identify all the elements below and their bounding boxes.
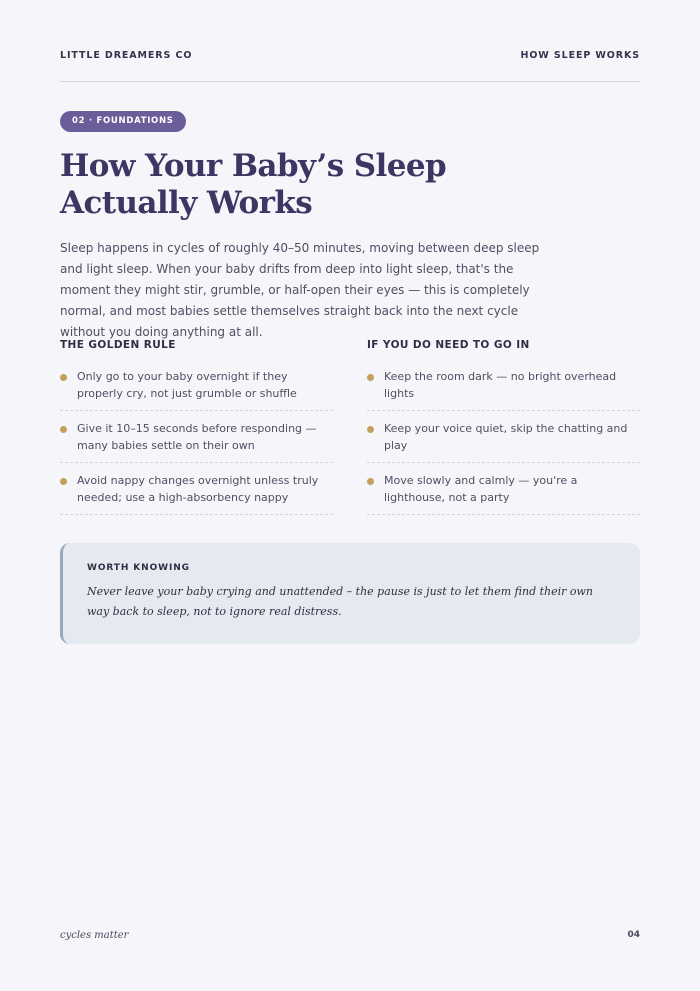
list-item-text: Move slowly and calmly — you're a lighthouse, not a party <box>384 474 578 504</box>
bullet-dot-icon <box>367 478 374 485</box>
list-item <box>367 366 640 411</box>
bullet-dot-icon <box>367 426 374 433</box>
page-number: 04 <box>627 930 640 940</box>
bullet-dot-icon <box>60 374 67 381</box>
list-item-text: Keep your voice quiet, skip the chatting and play <box>384 422 628 452</box>
golden-rule-column <box>60 339 333 522</box>
section-name: HOW SLEEP WORKS <box>520 50 640 61</box>
list-item <box>60 366 333 411</box>
bullet-dot-icon <box>367 374 374 381</box>
page-title: How Your Baby’s Sleep Actually Works <box>60 148 447 221</box>
golden-rule-heading: THE GOLDEN RULE <box>60 339 176 351</box>
page <box>60 0 640 991</box>
header-divider <box>60 81 640 82</box>
list-item <box>60 418 333 463</box>
footer-tagline: cycles matter <box>60 930 129 941</box>
callout-text: Never leave your baby crying and unattended – the pause is just to let them find their own way back to sleep, not to ignore real distress. <box>87 585 594 618</box>
worth-knowing-callout <box>60 543 640 644</box>
callout-heading: WORTH KNOWING <box>87 563 190 573</box>
section-badge: 02 · FOUNDATIONS <box>60 111 186 132</box>
list-item-text: Only go to your baby overnight if they properly cry, not just grumble or shuffle <box>77 370 297 400</box>
list-item <box>60 470 333 515</box>
list-item <box>367 418 640 463</box>
page-header <box>60 50 640 61</box>
intro-paragraph: Sleep happens in cycles of roughly 40–50 minutes, moving between deep sleep and light sleep. When your baby drifts from deep into light sleep, that's the moment they might stir, grumble, or half-open their eyes — this is completely normal, and most babies settle themselves straight back into the next cycle without you doing anything at all. <box>60 241 540 339</box>
bullet-dot-icon <box>60 478 67 485</box>
list-item-text: Avoid nappy changes overnight unless truly needed; use a high-absorbency nappy <box>77 474 319 504</box>
brand-name: LITTLE DREAMERS CO <box>60 50 193 61</box>
list-item-text: Give it 10–15 seconds before responding — many babies settle on their own <box>77 422 317 452</box>
list-item <box>367 470 640 515</box>
go-in-column <box>367 339 640 522</box>
bullet-dot-icon <box>60 426 67 433</box>
list-item-text: Keep the room dark — no bright overhead lights <box>384 370 617 400</box>
go-in-heading: IF YOU DO NEED TO GO IN <box>367 339 530 351</box>
